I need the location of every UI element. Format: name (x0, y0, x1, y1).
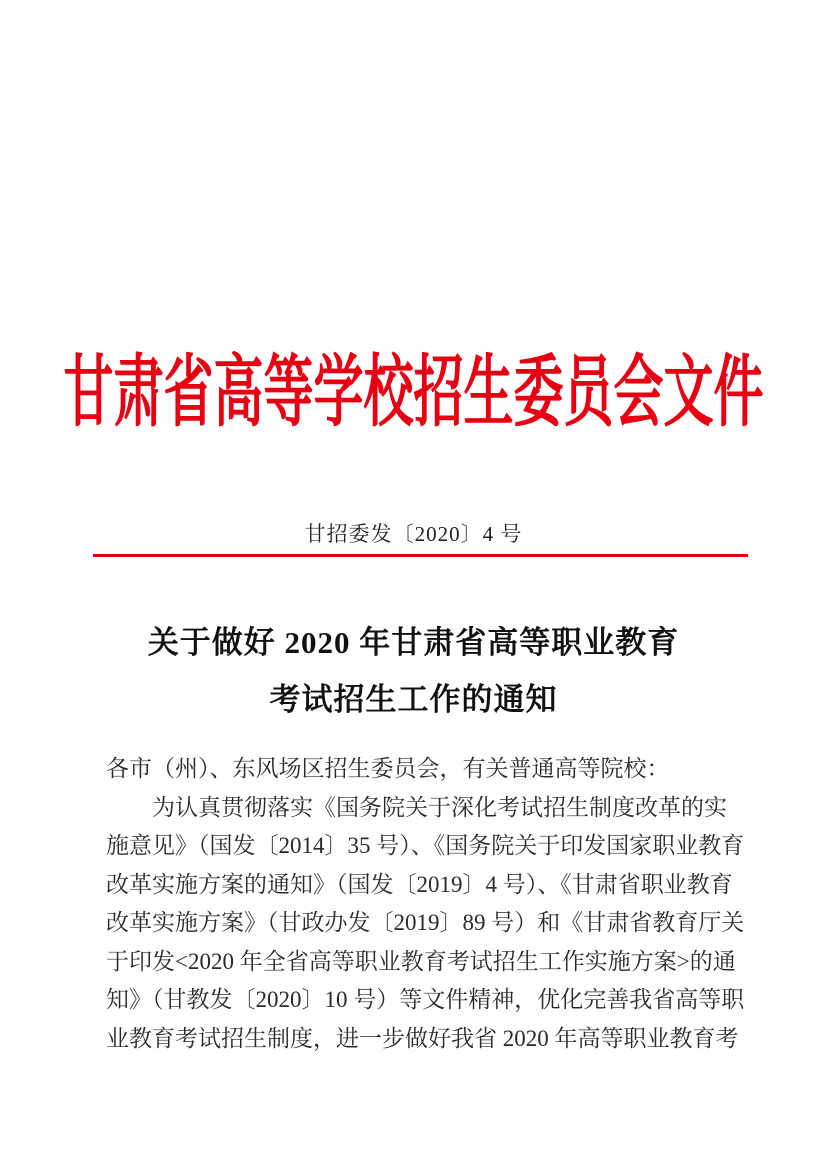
body-line: 为认真贯彻落实《国务院关于深化考试招生制度改革的实 (152, 794, 727, 820)
doc-title-line1: 关于做好 2020 年甘肃省高等职业教育 (147, 625, 680, 660)
body-line: 改革实施方案的通知》（国发〔2019〕4 号）、《甘肃省职业教育 (106, 871, 733, 897)
salutation-line: 各市（州）、东风场区招生委员会，有关普通高等院校： (106, 756, 670, 781)
letterhead-banner (0, 348, 827, 436)
body-line: 施意见》（国发〔2014〕35 号）、《国务院关于印发国家职业教育 (106, 833, 745, 858)
body-line: 于印发<2020 年全省高等职业教育考试招生工作实施方案>的通 (106, 948, 736, 974)
doc-title (0, 614, 827, 728)
red-divider-rule (93, 554, 748, 557)
body-line: 改革实施方案》（甘政办发〔2019〕89 号）和《甘肃省教育厅关 (106, 910, 745, 935)
body-line: 业教育考试招生制度，进一步做好我省 2020 年高等职业教育考 (106, 1025, 739, 1051)
doc-reference-number: 甘招委发〔2020〕4 号 (304, 522, 523, 546)
doc-title-line2: 考试招生工作的通知 (269, 682, 558, 717)
body-line: 知》（甘教发〔2020〕10 号）等文件精神，优化完善我省高等职 (106, 987, 745, 1012)
body-text-block (106, 750, 745, 1058)
letterhead-title: 甘肃省高等学校招生委员会文件 (63, 348, 764, 436)
